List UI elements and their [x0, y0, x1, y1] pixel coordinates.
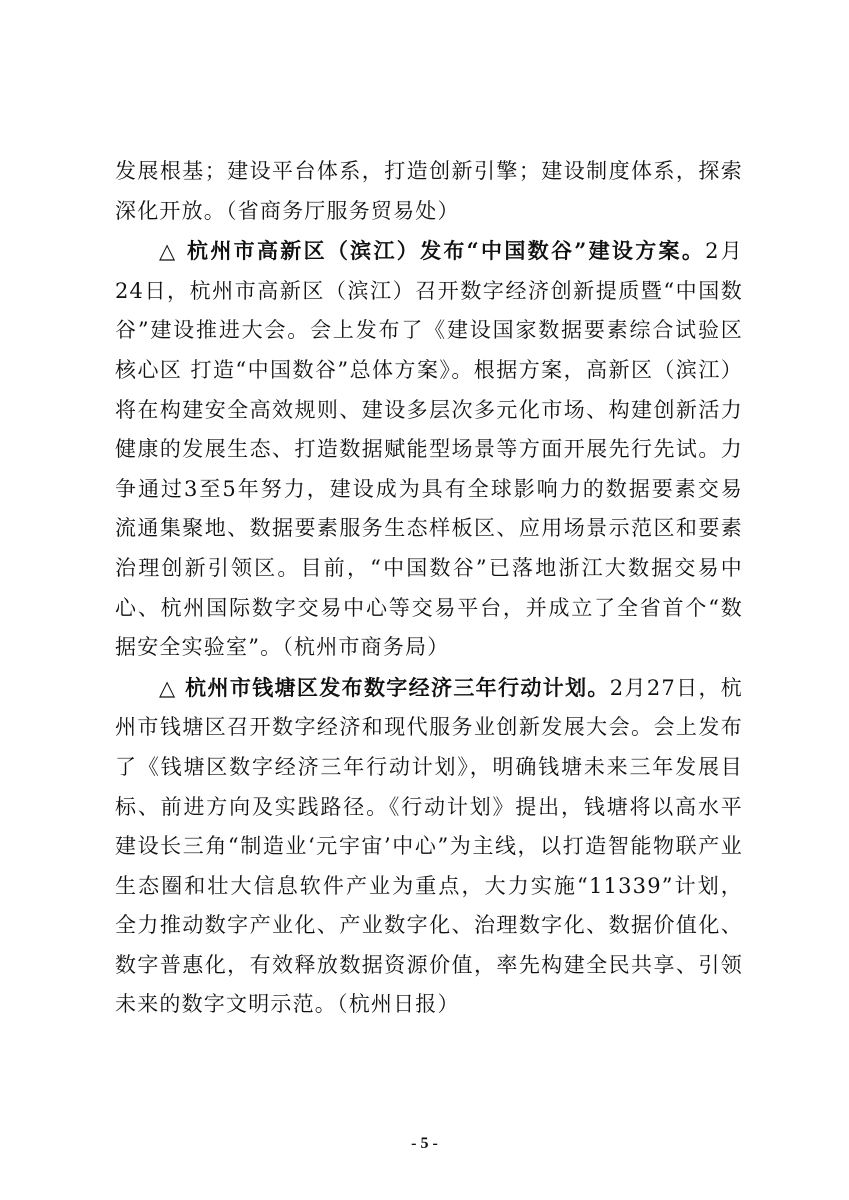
paragraph-hangzhou-qiantang [115, 668, 743, 1025]
paragraph-headline: △ 杭州市高新区（滨江）发布“中国数谷”建设方案。 [159, 238, 706, 264]
page-number: - 5 - [411, 1135, 438, 1152]
paragraph-headline: △ 杭州市钱塘区发布数字经济三年行动计划。 [159, 674, 610, 700]
article-body [115, 152, 743, 1025]
paragraph-continuation [115, 152, 743, 231]
paragraph-text: 2月24日，杭州市高新区（滨江）召开数字经济创新提质暨“中国数谷”建设推进大会。会上发布了《建设国家数据要素综合试验区核心区 打造“中国数谷”总体方案》。根据方案，高新区（滨江）将在构建安全高效规则、建设多层次多元化市场、构建创新活力健康的发展生态、打造数据赋能型场景等方面开展先行先试。力争通过3至5年努力，建设成为具有全球影响力的数据要素交易流通集聚地、数据要素服务生态样板区、应用场景示范区和要素治理创新引领区。目前，“中国数谷”已落地浙江大数据交易中心、杭州国际数字交易中心等交易平台，并成立了全省首个“数据安全实验室”。（杭州市商务局） [115, 239, 744, 660]
paragraph-text: 2月27日，杭州市钱塘区召开数字经济和现代服务业创新发展大会。会上发布了《钱塘区数字经济三年行动计划》，明确钱塘未来三年发展目标、前进方向及实践路径。《行动计划》提出，钱塘将以高水平建设长三角“制造业‘元宇宙’中心”为主线，以打造智能物联产业生态圈和壮大信息软件产业为重点，大力实施“11339”计划，全力推动数字产业化、产业数字化、治理数字化、数据价值化、数字普惠化，有效释放数据资源价值，率先构建全民共享、引领未来的数字文明示范。（杭州日报） [115, 675, 743, 1017]
paragraph-text: 发展根基；建设平台体系，打造创新引擎；建设制度体系，探索深化开放。（省商务厅服务贸易处） [115, 159, 743, 223]
paragraph-hangzhou-gaoxin [115, 231, 743, 668]
